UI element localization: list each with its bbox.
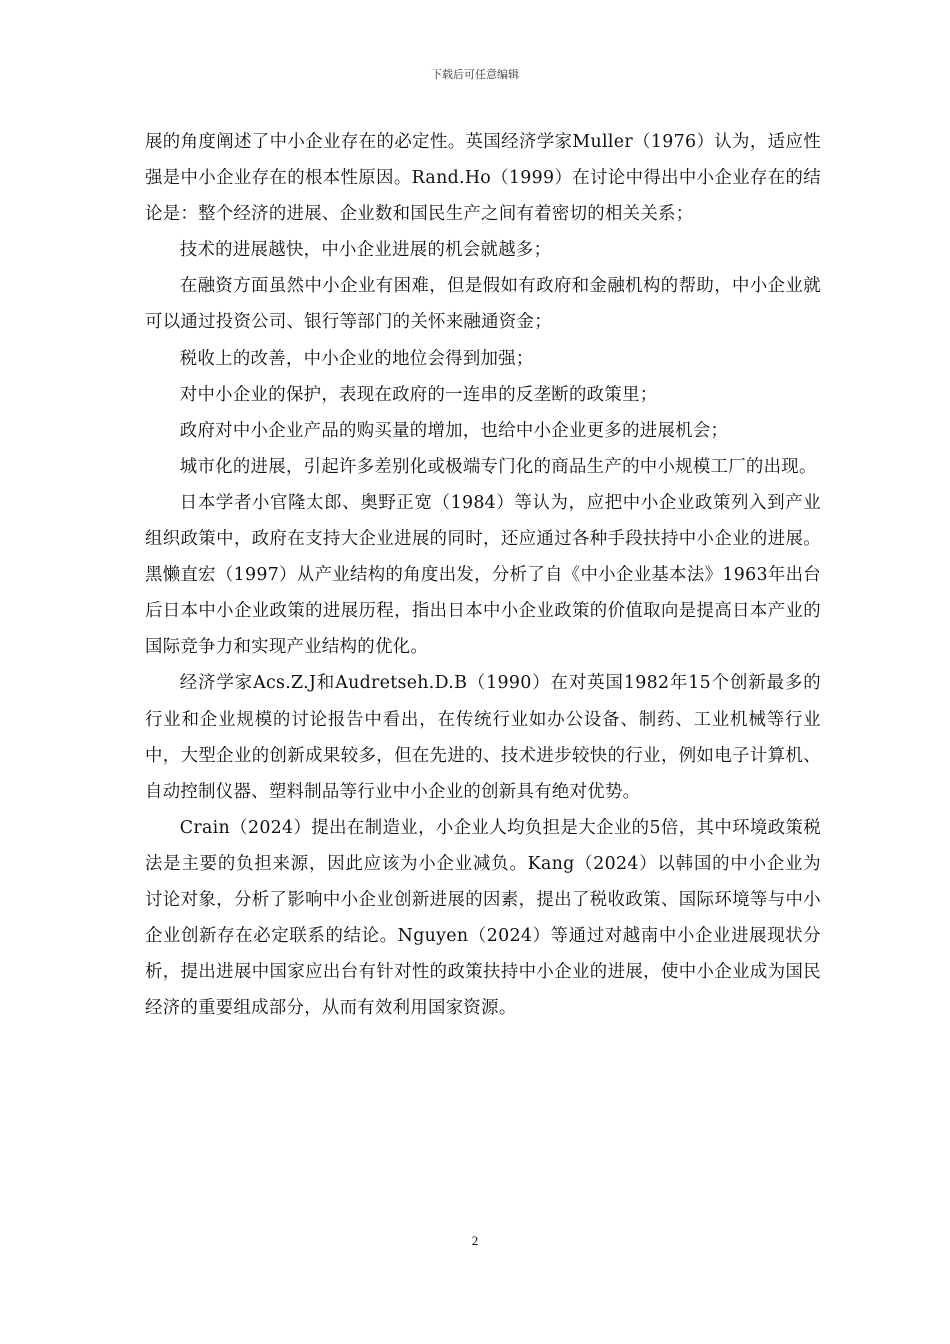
paragraph-urbanization: 城市化的进展，引起许多差别化或极端专门化的商品生产的中小规模工厂的出现。: [179, 456, 817, 477]
paragraph-technology: 技术的进展越快，中小企业进展的机会就越多；: [179, 240, 552, 261]
paragraph-financing: 在融资方面虽然中小企业有困难，但是假如有政府和金融机构的帮助，中小企业就可以通过投资公司、银行等部门的关怀来融通资金；: [145, 276, 821, 333]
paragraph-protection: 对中小企业的保护，表现在政府的一连串的反垄断的政策里；: [179, 384, 658, 405]
document-body: [145, 124, 821, 1026]
paragraph-continuation: 展的角度阐述了中小企业存在的必定性。英国经济学家Muller（1976）认为，适应性强是中小企业存在的根本性原因。Rand.Ho（1999）在讨论中得出中小企业存在的结论是：整个经济的进展、企业数和国民生产之间有着密切的相关关系；: [145, 132, 821, 225]
paragraph-japan-scholars: 日本学者小官隆太郎、奥野正宽（1984）等认为，应把中小企业政策列入到产业组织政策中，政府在支持大企业进展的同时，还应通过各种手段扶持中小企业的进展。黑懒直宏（1997）从产业结构的角度出发，分析了自《中小企业基本法》1963年出台后日本中小企业政策的进展历程，指出日本中小企业政策的价值取向是提高日本产业的国际竞争力和实现产业结构的优化。: [145, 492, 821, 658]
page-number: 2: [471, 1233, 479, 1248]
paragraph-acs-audretsch: 经济学家Acs.Z.J和Audretseh.D.B（1990）在对英国1982年15个创新最多的行业和企业规模的讨论报告中看出，在传统行业如办公设备、制药、工业机械等行业中，大型企业的创新成果较多，但在先进的、技术进步较快的行业，例如电子计算机、自动控制仪器、塑料制品等行业中小企业的创新具有绝对优势。: [145, 673, 821, 802]
paragraph-tax: 税收上的改善，中小企业的地位会得到加强；: [179, 348, 534, 369]
paragraph-crain-kang-nguyen: Crain（2024）提出在制造业，小企业人均负担是大企业的5倍，其中环境政策税法是主要的负担来源，因此应该为小企业减负。Kang（2024）以韩国的中小企业为讨论对象，分析了影响中小企业创新进展的因素，提出了税收政策、国际环境等与中小企业创新存在必定联系的结论。Nguyen（2024）等通过对越南中小企业进展现状分析，提出进展中国家应出台有针对性的政策扶持中小企业的进展，使中小企业成为国民经济的重要组成部分，从而有效利用国家资源。: [145, 817, 821, 1019]
page-header: 下载后可任意编辑: [431, 68, 519, 81]
paragraph-procurement: 政府对中小企业产品的购买量的增加，也给中小企业更多的进展机会；: [179, 420, 729, 441]
